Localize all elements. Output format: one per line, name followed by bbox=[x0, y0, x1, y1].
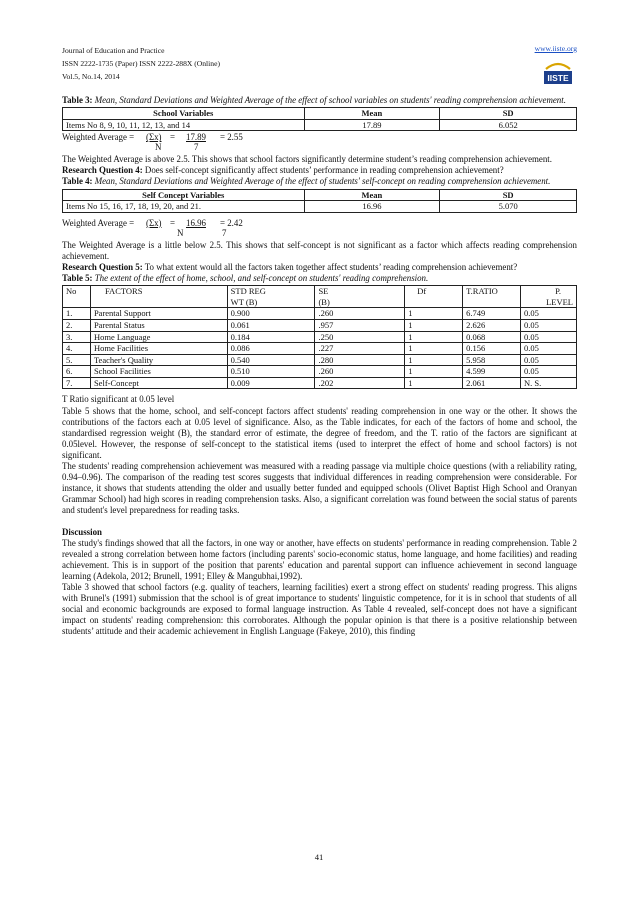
table-cell: 0.086 bbox=[227, 343, 315, 355]
table-row bbox=[63, 366, 577, 378]
table3-interpretation: The Weighted Average is above 2.5. This shows that school factors significantly determine student’s reading comprehension achievement. bbox=[62, 154, 552, 165]
table4-header-cell: SD bbox=[440, 189, 577, 201]
table3 bbox=[62, 107, 577, 131]
iiste-logo bbox=[542, 60, 574, 86]
table-cell: Items No 15, 16, 17, 18, 19, 20, and 21. bbox=[63, 201, 305, 213]
table-cell: 0.900 bbox=[227, 308, 315, 320]
table3-header-cell: SD bbox=[440, 108, 577, 120]
page-header bbox=[62, 44, 577, 92]
table-row bbox=[63, 354, 577, 366]
table-cell: Teacher's Quality bbox=[90, 354, 227, 366]
table3-header-cell: School Variables bbox=[63, 108, 305, 120]
paragraph-discussion-2: Table 3 showed that school factors (e.g. quality of teachers, learning facilities) exert a strong effect on students' reading progress. This aligns with Brunel's (1991) submission that the school is of great importance to students' linguistic competence, for it is in school that students of all social and economic backgrounds are exposed to formal language instruction. As Table 4 revealed, self-concept does not have a significant impact on students' reading comprehension: this corroborates. Although the popular opinion is that there is a positive relationship between students’ attitude and their academic achievement in English Language (Fakeye, 2010), this finding bbox=[62, 581, 577, 637]
table-cell: 0.05 bbox=[521, 354, 577, 366]
table4-caption: Table 4: Mean, Standard Deviations and Weighted Average of the effect of students' self-concept on reading comprehension achievement. bbox=[62, 176, 551, 187]
table5-header-cell: No bbox=[63, 286, 91, 308]
volume-line: Vol.5, No.14, 2014 bbox=[62, 72, 120, 81]
discussion-heading: Discussion bbox=[62, 526, 102, 537]
table5-header-cell: SE (B) bbox=[315, 286, 405, 308]
table-cell: Items No 8, 9, 10, 11, 12, 13, and 14 bbox=[63, 119, 305, 131]
table4-header-cell: Mean bbox=[304, 189, 440, 201]
table5-caption: Table 5: The extent of the effect of home, school, and self-concept on students' reading comprehension. bbox=[62, 273, 429, 284]
table-cell: 4. bbox=[63, 343, 91, 355]
table-cell: .280 bbox=[315, 354, 405, 366]
table-cell: 6.749 bbox=[463, 308, 521, 320]
research-question-5: Research Question 5: To what extent would all the factors taken together affect students’ reading comprehension achievement? bbox=[62, 261, 518, 272]
paragraph-reading-achievement: The students' reading comprehension achievement was measured with a reading passage via multiple choice questions (with a reliability rating, 0.94–0.96). The comparison of the reading test scores suggests that individual differences in reading comprehension were considerable. For instance, it shows that students attending the older and usually better funded and equipped schools (Olivet Baptist High School and Oranyan Grammar School) had high scores in reading comprehension tasks. Also, a significant correlation was found between the social status of parents and student's level preparedness for reading tasks. bbox=[62, 461, 577, 516]
table3-header-cell: Mean bbox=[304, 108, 440, 120]
table-cell: .250 bbox=[315, 331, 405, 343]
table3-header-row bbox=[63, 108, 577, 120]
table-cell: 16.96 bbox=[304, 201, 440, 213]
table-cell: 0.009 bbox=[227, 377, 315, 389]
table-cell: .227 bbox=[315, 343, 405, 355]
table-cell: 5. bbox=[63, 354, 91, 366]
table-cell: 1 bbox=[405, 308, 463, 320]
table4-interpretation: The Weighted Average is a little below 2.5. This shows that self-concept is not significant as a factor which affects reading comprehension achievement. bbox=[62, 239, 577, 261]
table-cell: .957 bbox=[315, 319, 405, 331]
table-cell: 5.958 bbox=[463, 354, 521, 366]
table-row bbox=[63, 319, 577, 331]
table-row bbox=[63, 377, 577, 389]
table5-header-cell: P. LEVEL bbox=[521, 286, 577, 308]
table5 bbox=[62, 285, 577, 389]
table-row bbox=[63, 343, 577, 355]
table-cell: 0.068 bbox=[463, 331, 521, 343]
iiste-logo-icon bbox=[542, 60, 574, 86]
table5-header-row bbox=[63, 286, 577, 308]
table-row bbox=[63, 201, 577, 213]
table4-weighted-average-formula: Weighted Average = (Σx) = 16.96 = 2.42 N 7 bbox=[62, 217, 243, 238]
table-cell: 2.626 bbox=[463, 319, 521, 331]
table-cell: 1 bbox=[405, 354, 463, 366]
table-cell: Self-Concept bbox=[90, 377, 227, 389]
journal-name: Journal of Education and Practice bbox=[62, 46, 165, 55]
table-cell: 0.05 bbox=[521, 331, 577, 343]
table-row bbox=[63, 308, 577, 320]
table-cell: 0.05 bbox=[521, 366, 577, 378]
table-cell: 0.540 bbox=[227, 354, 315, 366]
table-cell: 3. bbox=[63, 331, 91, 343]
table-cell: 0.05 bbox=[521, 319, 577, 331]
table-cell: 5.070 bbox=[440, 201, 577, 213]
journal-url-link[interactable]: www.iiste.org bbox=[534, 44, 577, 53]
table-cell: 7. bbox=[63, 377, 91, 389]
table5-header-cell: FACTORS bbox=[90, 286, 227, 308]
table-cell: 1 bbox=[405, 366, 463, 378]
table5-header-cell: T.RATIO bbox=[463, 286, 521, 308]
logo-text: IISTE bbox=[547, 73, 569, 83]
table-cell: 1. bbox=[63, 308, 91, 320]
table4-header-cell: Self Concept Variables bbox=[63, 189, 305, 201]
table4 bbox=[62, 189, 577, 213]
table-cell: N. S. bbox=[521, 377, 577, 389]
table-cell: 0.05 bbox=[521, 343, 577, 355]
table-cell: Home Facilities bbox=[90, 343, 227, 355]
table-cell: 2. bbox=[63, 319, 91, 331]
table4-header-row bbox=[63, 189, 577, 201]
table5-note: T Ratio significant at 0.05 level bbox=[62, 394, 175, 405]
table-cell: 17.89 bbox=[304, 119, 440, 131]
page-content bbox=[62, 95, 577, 637]
table-cell: Parental Status bbox=[90, 319, 227, 331]
table-cell: Parental Support bbox=[90, 308, 227, 320]
table-cell: 2.061 bbox=[463, 377, 521, 389]
issn-line: ISSN 2222-1735 (Paper) ISSN 2222-288X (Online) bbox=[62, 59, 220, 68]
table-row bbox=[63, 119, 577, 131]
table5-body bbox=[63, 308, 577, 389]
table5-header-cell: Df bbox=[405, 286, 463, 308]
page-number: 41 bbox=[314, 852, 324, 862]
table-cell: .202 bbox=[315, 377, 405, 389]
paragraph-table5-discussion: Table 5 shows that the home, school, and self-concept factors affect students' reading comprehension in one way or the other. It shows the contributions of the factors each at 0.05 level of significance. Also, as the Table indicates, for each of the factors of home and school, the standardised regression weight (B), the standard error of estimate, the degree of freedom, and the T. ratio of the factors are significant at 0.05level. However, the response of self-concept to the statistical items (used to interpret the effect of home and school factors) is not significant. bbox=[62, 405, 577, 460]
table-cell: 1 bbox=[405, 319, 463, 331]
table-cell: 6. bbox=[63, 366, 91, 378]
table-cell: 6.052 bbox=[440, 119, 577, 131]
table-cell: .260 bbox=[315, 366, 405, 378]
research-question-4: Research Question 4: Does self-concept significantly affect students’ performance in reading comprehension achievement? bbox=[62, 165, 504, 176]
table-cell: 0.510 bbox=[227, 366, 315, 378]
paragraph-discussion-1: The study's findings showed that all the factors, in one way or another, have effects on students' performance in reading comprehension. Table 2 revealed a strong correlation between home factors (including parents' socio-economic status, home language, and home facilities) and reading achievement. This is in support of the position that parents' education and parental support can influence achievement in second language learning (Adekola, 2012; Brunell, 1991; Elley & Mangubhai,1992). bbox=[62, 537, 577, 581]
table-cell: 1 bbox=[405, 377, 463, 389]
table3-weighted-average-formula: Weighted Average = (Σx) = 17.89 = 2.55 N 7 bbox=[62, 132, 243, 153]
table-cell: Home Language bbox=[90, 331, 227, 343]
table-cell: School Facilities bbox=[90, 366, 227, 378]
table-cell: 0.05 bbox=[521, 308, 577, 320]
table5-header-cell: STD REG WT (B) bbox=[227, 286, 315, 308]
table-cell: .260 bbox=[315, 308, 405, 320]
table-cell: 0.184 bbox=[227, 331, 315, 343]
table-cell: 0.156 bbox=[463, 343, 521, 355]
table-row bbox=[63, 331, 577, 343]
table-cell: 0.061 bbox=[227, 319, 315, 331]
table-cell: 1 bbox=[405, 343, 463, 355]
table-cell: 1 bbox=[405, 331, 463, 343]
table3-caption: Table 3: Mean, Standard Deviations and Weighted Average of the effect of school variables on students' reading comprehension achievement. bbox=[62, 95, 566, 105]
table-cell: 4.599 bbox=[463, 366, 521, 378]
